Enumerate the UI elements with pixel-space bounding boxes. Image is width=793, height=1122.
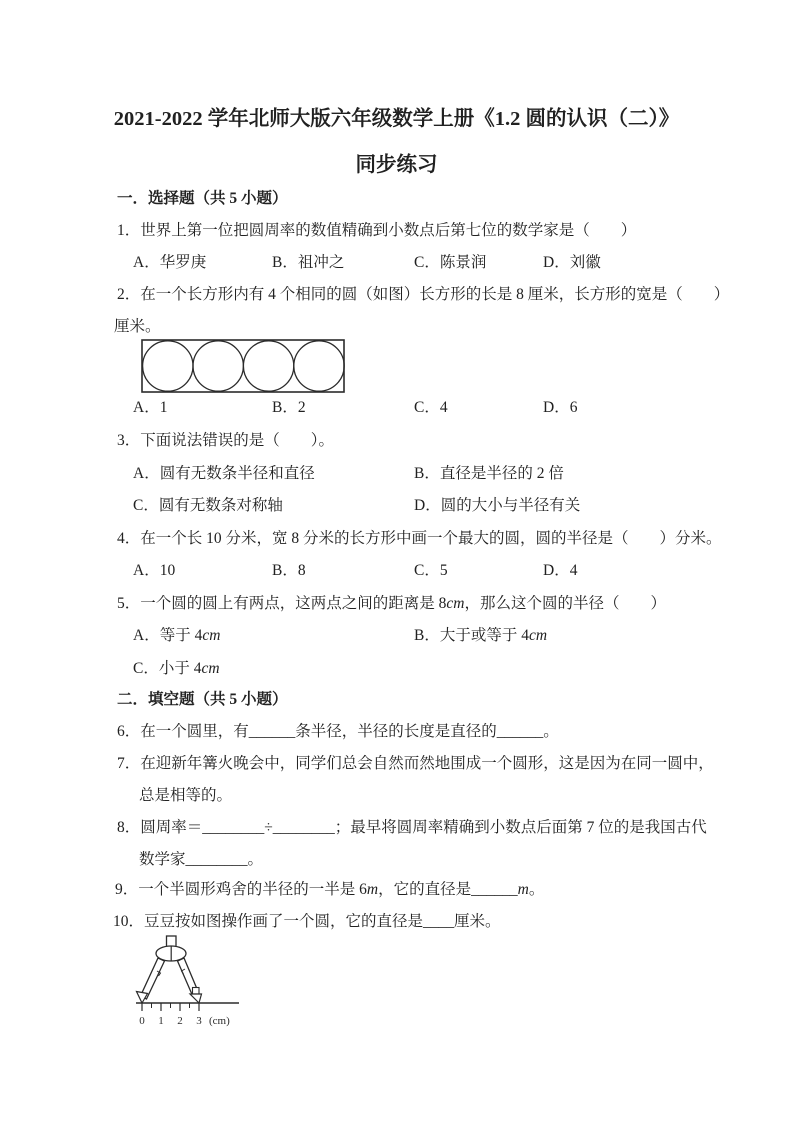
- q4-option-a: A．10: [133, 562, 176, 579]
- q5-option-b: [414, 626, 547, 646]
- q5-stem-post: ，那么这个圆的半径（ ）: [464, 595, 666, 612]
- q1-option-d: D．刘徽: [543, 254, 601, 271]
- section-fill-heading: 二．填空题（共 5 小题）: [117, 691, 288, 708]
- q9-unit-1: m: [366, 881, 379, 898]
- figure-circle-3: [243, 341, 293, 391]
- q5-option-c-unit: cm: [201, 660, 220, 677]
- q3-option-d: D．圆的大小与半径有关: [414, 497, 581, 514]
- ruler-unit-label: (cm): [209, 1015, 230, 1027]
- q2-option-c: C．4: [414, 399, 448, 416]
- question-1-text: 1．世界上第一位把圆周率的数值精确到小数点后第七位的数学家是（ ）: [117, 222, 637, 239]
- question-3-text: 3．下面说法错误的是（ ）。: [117, 432, 335, 449]
- rectangle-circles-figure: [141, 339, 345, 393]
- question-10-text: 10．豆豆按如图操作画了一个圆，它的直径是____厘米。: [113, 913, 501, 930]
- q9-mid: ，它的直径是______: [378, 881, 518, 898]
- q5-option-a-text: A．等于 4: [133, 627, 203, 644]
- question-5-text: [117, 594, 666, 614]
- q5-option-b-unit: cm: [528, 627, 548, 644]
- q2-option-a: A．1: [133, 399, 168, 416]
- question-2-text-cont: 厘米。: [114, 318, 161, 335]
- q1-option-a: A．华罗庚: [133, 254, 207, 271]
- ruler-label-1: 1: [158, 1015, 164, 1027]
- q5-stem-pre: 5．一个圆的圆上有两点，这两点之间的距离是 8: [117, 595, 447, 612]
- q5-option-a-unit: cm: [202, 627, 221, 644]
- ruler-label-2: 2: [177, 1015, 183, 1027]
- q4-option-c: C．5: [414, 562, 448, 579]
- q5-option-a: [133, 626, 220, 646]
- q5-stem-unit: cm: [446, 595, 465, 612]
- compass-right-tip-square: [193, 988, 200, 995]
- q4-option-b: B．8: [272, 562, 306, 579]
- q9-pre: 9．一个半圆形鸡舍的半径的一半是 6: [115, 881, 367, 898]
- question-8-line2: 数学家________。: [139, 851, 264, 868]
- question-6-text: 6．在一个圆里，有______条半径，半径的长度是直径的______。: [117, 723, 559, 740]
- q9-post: 。: [528, 881, 545, 898]
- question-9-text: [115, 880, 544, 900]
- question-8-line1: 8．圆周率＝________÷________；最早将圆周率精确到小数点后面第 7 位的是我国古代: [117, 819, 707, 836]
- q2-option-d: D．6: [543, 399, 578, 416]
- page-subtitle: 同步练习: [355, 154, 438, 176]
- q3-option-c: C．圆有无数条对称轴: [133, 497, 283, 514]
- ruler-label-3: 3: [196, 1015, 202, 1027]
- question-7-line2: 总是相等的。: [139, 787, 233, 804]
- q1-option-b: B．祖冲之: [272, 254, 345, 271]
- compass-ruler-figure: [133, 931, 251, 1035]
- question-2-text: 2．在一个长方形内有 4 个相同的圆（如图）长方形的长是 8 厘米，长方形的宽是（ ）: [117, 286, 730, 303]
- q5-option-b-text: B．大于或等于 4: [414, 627, 529, 644]
- figure-circle-4: [294, 341, 344, 391]
- q3-option-b: B．直径是半径的 2 倍: [414, 465, 564, 482]
- compass-left-tip: [137, 992, 148, 1004]
- q3-option-a: A．圆有无数条半径和直径: [133, 465, 315, 482]
- ruler-label-0: 0: [139, 1015, 145, 1027]
- q5-option-c: [133, 659, 220, 679]
- page-title: 2021-2022 学年北师大版六年级数学上册《1.2 圆的认识（二）》: [113, 108, 680, 130]
- question-7-line1: 7．在迎新年篝火晚会中，同学们总会自然而然地围成一个圆形，这是因为在同一圆中，: [117, 755, 714, 772]
- q1-option-c: C．陈景润: [414, 254, 487, 271]
- compass-right-tip: [190, 994, 202, 1003]
- q9-unit-2: m: [517, 881, 529, 898]
- q4-option-d: D．4: [543, 562, 578, 579]
- q5-option-c-text: C．小于 4: [133, 660, 202, 677]
- figure-circle-1: [143, 341, 193, 391]
- question-4-text: 4．在一个长 10 分米，宽 8 分米的长方形中画一个最大的圆，圆的半径是（ ）分米。: [117, 530, 722, 547]
- q2-option-b: B．2: [272, 399, 306, 416]
- section-choice-heading: 一．选择题（共 5 小题）: [117, 190, 288, 207]
- figure-circle-2: [193, 341, 243, 391]
